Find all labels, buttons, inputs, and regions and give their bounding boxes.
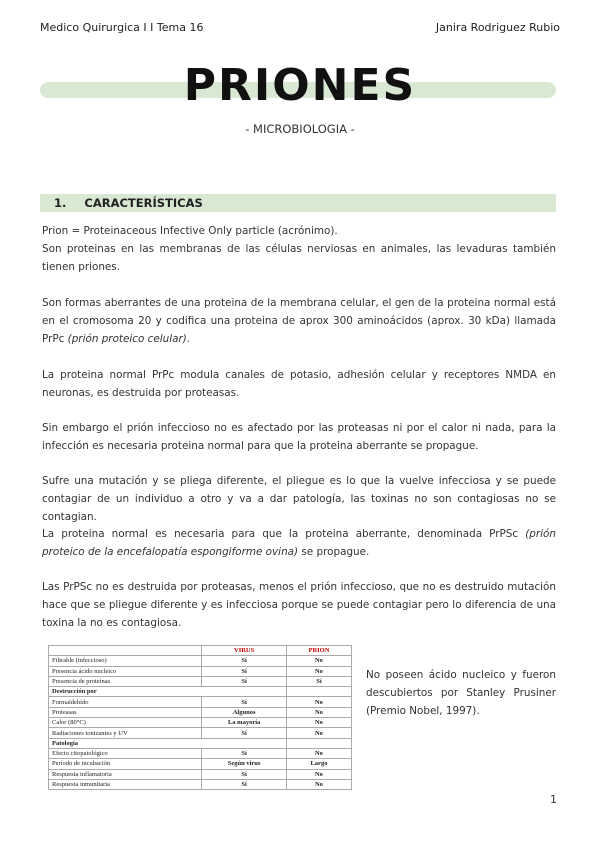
table-cell-prion: Largo [286, 759, 351, 769]
table-cell-virus: Sí [202, 666, 287, 676]
table-cell-label: Formaldehído [49, 697, 202, 707]
table-cell-prion: No [286, 779, 351, 789]
table-cell-virus: Sí [202, 779, 287, 789]
table-cell-prion: No [286, 707, 351, 717]
header-author: Janira Rodriguez Rubio [435, 21, 560, 34]
table-cell-virus: Sí [202, 748, 287, 758]
table-row [49, 748, 352, 758]
table-cell-virus: Sí [202, 676, 287, 686]
table-header: VIRUS [202, 646, 287, 656]
table-row [49, 697, 352, 707]
table-cell-label: Radiaciones ionizantes y UV [49, 728, 202, 738]
table-cell-prion: No [286, 769, 351, 779]
section-number: 1. [54, 196, 67, 210]
paragraph-definition [42, 222, 556, 276]
paragraph-prpsc [42, 525, 556, 561]
table-cell-label: Proteasas [49, 707, 202, 717]
paragraph-line: Son proteinas en las membranas de las células nerviosas en animales, las levaduras también tienen priones. [42, 243, 556, 273]
paragraph-text: Son formas aberrantes de una proteina de la membrana celular, el gen de la proteina normal está en el cromosoma 20 y codifica una proteina de aprox 300 aminoácidos (aprox. 30 kDa) llamada PrPc [42, 297, 556, 345]
table-cell-virus: La mayoría [202, 718, 287, 728]
table-cell-virus: Sí [202, 769, 287, 779]
paragraph-contagion: Las PrPSc no es destruida por proteasas, menos el prión infeccioso, que no es destruido mutación hace que se pliegue diferente y es infecciosa porque se puede contagiar pero lo diferencia de una toxina la no es contagiosa. [42, 581, 556, 629]
table-cell-label: Efecto citopatológico [49, 748, 202, 758]
table-cell-prion: Sí [286, 676, 351, 686]
paragraph-italic: (prión proteico de la encefalopatía espongiforme ovina) [42, 528, 556, 558]
table-cell-virus [202, 687, 287, 697]
virus-prion-comparison-table [48, 645, 352, 790]
table-row [49, 707, 352, 717]
paragraph-text: se propague. [301, 546, 370, 558]
table-row [49, 769, 352, 779]
table-cell-prion: No [286, 748, 351, 758]
table-cell-label: Presencia de proteínas [49, 676, 202, 686]
paragraph-line: Prion = Proteinaceous Infective Only particle (acrónimo). [42, 225, 338, 237]
table-header: PRION [286, 646, 351, 656]
section-title: CARACTERÍSTICAS [84, 196, 203, 210]
table-cell-label: Filtrable (infeccioso) [49, 656, 202, 666]
table-header [49, 646, 202, 656]
table-cell-prion [286, 738, 351, 748]
table-cell-label: Respuesta inmunitaria [49, 779, 202, 789]
page-subtitle: - MICROBIOLOGIA - [245, 122, 355, 136]
table-cell-label: Calor (80°C) [49, 718, 202, 728]
table-cell-prion [286, 687, 351, 697]
table-cell-label: Período de incubación [49, 759, 202, 769]
side-note: No poseen ácido nucleico y fueron descubiertos por Stanley Prusiner (Premio Nobel, 1997). [366, 669, 556, 717]
table-cell-label: Patología [49, 738, 202, 748]
table-body [49, 656, 352, 790]
paragraph-origin [42, 294, 556, 348]
page-title: PRIONES [183, 60, 417, 111]
table-cell-label: Respuesta inflamatoria [49, 769, 202, 779]
table-cell-prion: No [286, 656, 351, 666]
header-course: Medico Quirurgica I I Tema 16 [40, 21, 204, 34]
table-cell-label: Destrucción por [49, 687, 202, 697]
page-number: 1 [550, 793, 557, 806]
paragraph-resistance: Sin embargo el prión infeccioso no es afectado por las proteasas ni por el calor ni nada, para la infección es necesaria proteina normal para que la proteina aberrante se propague. [42, 422, 556, 452]
table-row [49, 738, 352, 748]
paragraph-text: La proteina normal es necesaria para que la proteina aberrante, denominada PrPSc [42, 528, 519, 540]
table-row [49, 676, 352, 686]
table-row [49, 718, 352, 728]
table-row [49, 666, 352, 676]
table-cell-label: Presencia ácido nucleico [49, 666, 202, 676]
table-cell-virus: Algunos [202, 707, 287, 717]
paragraph-mutation: Sufre una mutación y se pliega diferente, el pliegue es lo que la vuelve infecciosa y se puede contagiar de un individuo a otro y va a dar patología, las toxinas no son contagiosas no se contagian. [42, 475, 556, 523]
table-cell-virus: Sí [202, 728, 287, 738]
table-row [49, 779, 352, 789]
page-header [40, 21, 560, 37]
table-header-row [49, 646, 352, 656]
table-cell-virus: Sí [202, 697, 287, 707]
table-cell-virus [202, 738, 287, 748]
table-cell-virus: Sí [202, 656, 287, 666]
table-row [49, 687, 352, 697]
table-row [49, 728, 352, 738]
table-cell-prion: No [286, 718, 351, 728]
paragraph-italic: (prión proteico celular). [67, 333, 191, 345]
table-cell-virus: Según virus [202, 759, 287, 769]
table-cell-prion: No [286, 728, 351, 738]
paragraph-function: La proteina normal PrPc modula canales de potasio, adhesión celular y receptores NMDA en neuronas, es destruida por proteasas. [42, 369, 556, 399]
table-row [49, 656, 352, 666]
table-cell-prion: No [286, 697, 351, 707]
table-row [49, 759, 352, 769]
table-cell-prion: No [286, 666, 351, 676]
section-heading [54, 196, 203, 210]
